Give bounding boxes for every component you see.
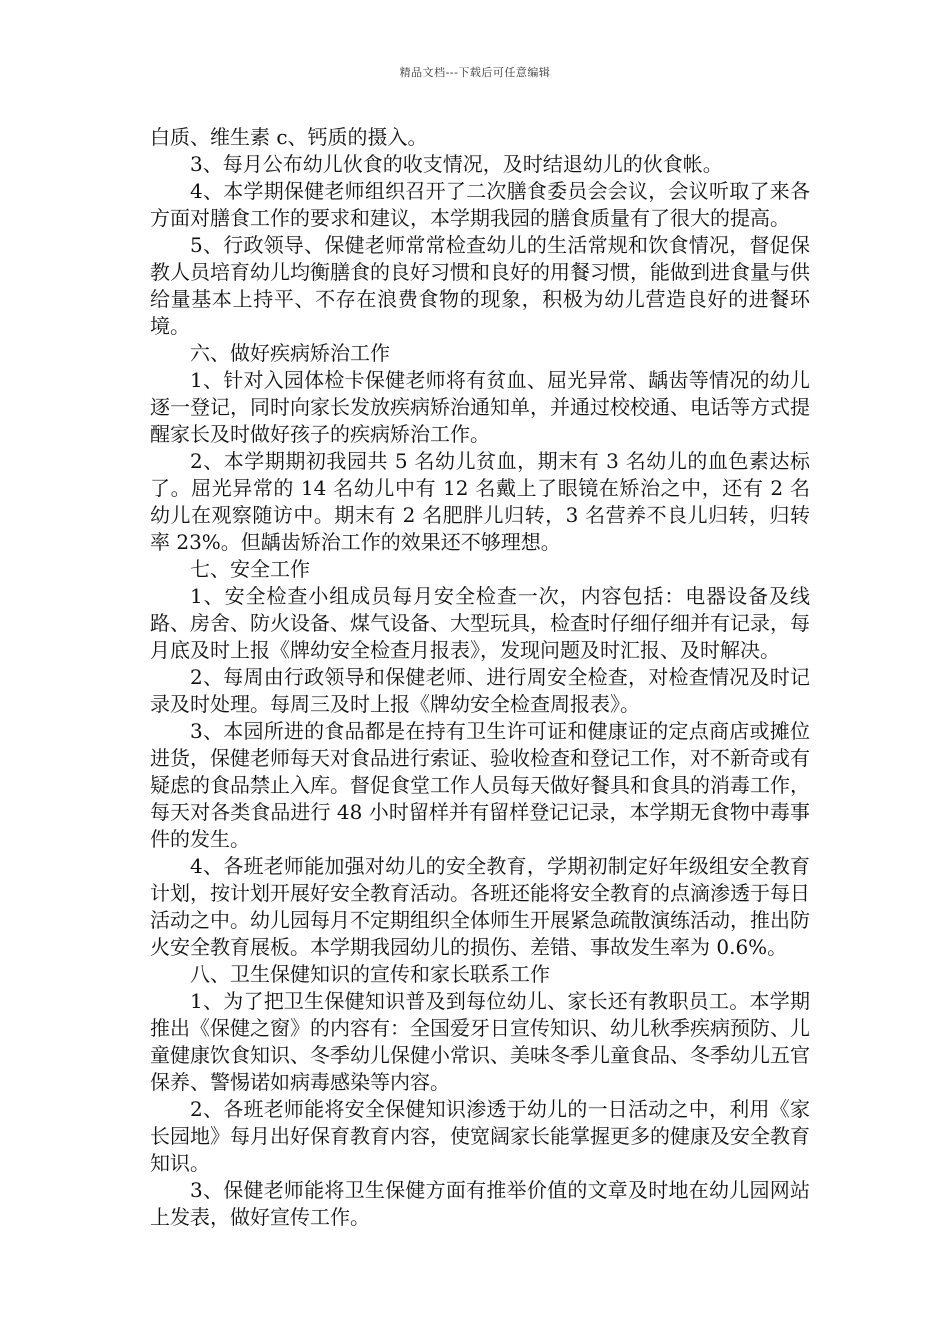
paragraph: 2、每周由行政领导和保健老师、进行周安全检查，对检查情况及时记录及时处理。每周三及时上报《牌幼安全检查周报表》。 (150, 665, 810, 716)
paragraph: 1、针对入园体检卡保健老师将有贫血、屈光异常、龋齿等情况的幼儿逐一登记，同时向家长发放疾病矫治通知单，并通过校校通、电话等方式提醒家长及时做好孩子的疾病矫治工作。 (150, 368, 810, 446)
paragraph: 2、本学期期初我园共 5 名幼儿贫血，期末有 3 名幼儿的血色素达标了。屈光异常的 14 名幼儿中有 12 名戴上了眼镜在矫治之中，还有 2 名幼儿在观察随访中。期末有 2 名肥胖儿归转，3 名营养不良儿归转，归转率 23%。但龋齿矫治工作的效果还不够理想。 (150, 449, 810, 554)
paragraph: 2、各班老师能将安全保健知识渗透于幼儿的一日活动之中，利用《家长园地》每月出好保育教育内容，使宽阔家长能掌握更多的健康及安全教育知识。 (150, 1097, 810, 1175)
paragraph: 3、本园所进的食品都是在持有卫生许可证和健康证的定点商店或摊位进货，保健老师每天对食品进行索证、验收检查和登记工作，对不新奇或有疑虑的食品禁止入库。督促食堂工作人员每天做好餐具和食具的消毒工作，每天对各类食品进行 48 小时留样并有留样登记记录，本学期无食物中毒事件的发生。 (150, 719, 810, 851)
section-heading: 七、安全工作 (190, 557, 310, 581)
paragraph: 3、每月公布幼儿伙食的收支情况，及时结退幼儿的伙食帐。 (190, 152, 723, 176)
paragraph: 5、行政领导、保健老师常常检查幼儿的生活常规和饮食情况，督促保教人员培育幼儿均衡膳食的良好习惯和良好的用餐习惯，能做到进食量与供给量基本上持平、不存在浪费食物的现象，积极为幼儿营造良好的进餐环境。 (150, 233, 810, 338)
document-body (150, 124, 810, 1231)
paragraph: 3、保健老师能将卫生保健方面有推举价值的文章及时地在幼儿园网站上发表，做好宣传工作。 (150, 1178, 810, 1229)
paragraph: 4、各班老师能加强对幼儿的安全教育，学期初制定好年级组安全教育计划，按计划开展好安全教育活动。各班还能将安全教育的点滴渗透于每日活动之中。幼儿园每月不定期组织全体师生开展紧急疏散演练活动，推出防火安全教育展板。本学期我园幼儿的损伤、差错、事故发生率为 0.6%。 (150, 854, 810, 959)
paragraph: 1、为了把卫生保健知识普及到每位幼儿、家长还有教职员工。本学期推出《保健之窗》的内容有：全国爱牙日宣传知识、幼儿秋季疾病预防、儿童健康饮食知识、冬季幼儿保健小常识、美味冬季儿童食品、冬季幼儿五官保养、警惕诺如病毒感染等内容。 (150, 989, 810, 1094)
page-header: 精品文档---下载后可任意编辑 (399, 66, 551, 79)
paragraph: 4、本学期保健老师组织召开了二次膳食委员会会议，会议听取了来各方面对膳食工作的要求和建议，本学期我园的膳食质量有了很大的提高。 (150, 179, 810, 230)
paragraph: 1、安全检查小组成员每月安全检查一次，内容包括：电器设备及线路、房舍、防火设备、煤气设备、大型玩具，检查时仔细仔细并有记录，每月底及时上报《牌幼安全检查月报表》，发现问题及时汇报、及时解决。 (150, 584, 810, 662)
section-heading: 八、卫生保健知识的宣传和家长联系工作 (190, 962, 550, 986)
section-heading: 六、做好疾病矫治工作 (190, 341, 390, 365)
paragraph: 白质、维生素 c、钙质的摄入。 (150, 125, 428, 149)
